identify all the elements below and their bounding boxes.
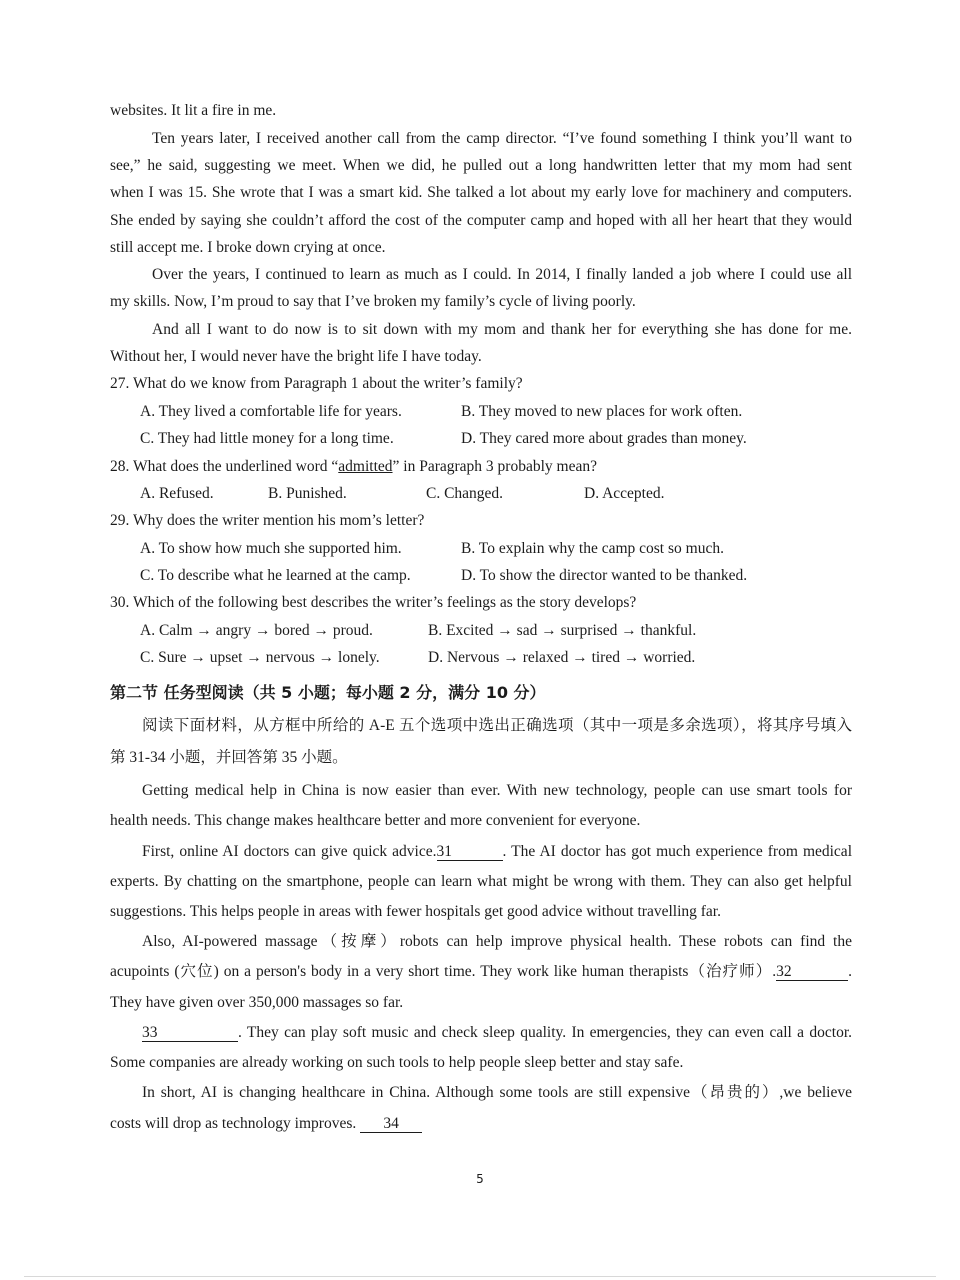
passage-line: She ended by saying she couldn’t afford the cost of the computer camp and hoped with all her heart that they would (110, 212, 852, 229)
reading-line (142, 842, 852, 862)
question-27-option-c: C. They had little money for a long time. (140, 430, 394, 447)
passage-line: see,” he said, suggesting we meet. When we did, he pulled out a long handwritten letter that my mom had sent (110, 157, 852, 174)
answer-blank-34[interactable]: 34 (360, 1115, 422, 1133)
passage-line: And all I want to do now is to sit down with my mom and thank her for everything she has done for me. (152, 321, 852, 338)
instruction-line: 第 31-34 小题，并回答第 35 小题。 (110, 749, 348, 766)
passage-line: Without her, I would never have the bright life I have today. (110, 348, 482, 365)
reading-line: Also, AI-powered massage（按摩）robots can help improve physical health. These robots can find the (142, 933, 852, 950)
question-30-option-c: C. Sure → upset → nervous → lonely. (140, 649, 380, 666)
question-29-stem: 29. Why does the writer mention his mom’s letter? (110, 512, 425, 529)
underlined-word: admitted (338, 458, 393, 475)
reading-text: acupoints (穴位) on a person's body in a very short time. They work like human therapists（治疗师）. (110, 963, 777, 980)
question-28-option-d: D. Accepted. (584, 485, 665, 502)
question-28-option-c: C. Changed. (426, 485, 504, 502)
section-heading: 第二节 任务型阅读（共 5 小题；每小题 2 分，满分 10 分） (110, 683, 546, 702)
answer-blank-32[interactable]: 32 (776, 963, 848, 981)
reading-text: costs will drop as technology improves. (110, 1115, 357, 1132)
page-number: 5 (476, 1172, 484, 1186)
passage-line: my skills. Now, I’m proud to say that I’ve broken my family’s cycle of living poorly. (110, 293, 636, 310)
scan-edge-divider (24, 1276, 936, 1277)
question-28-stem-pre: 28. What does the underlined word “ (110, 458, 339, 475)
reading-line (142, 1023, 852, 1043)
question-27-stem: 27. What do we know from Paragraph 1 about the writer’s family? (110, 375, 523, 392)
reading-line (110, 1114, 852, 1134)
question-29-option-b: B. To explain why the camp cost so much. (461, 540, 724, 557)
question-30-stem: 30. Which of the following best describes the writer’s feelings as the story develops? (110, 594, 637, 611)
passage-line: still accept me. I broke down crying at once. (110, 239, 386, 256)
instruction-line: 阅读下面材料，从方框中所给的 A-E 五个选项中选出正确选项（其中一项是多余选项），将其序号填入 (142, 717, 852, 734)
reading-line: Getting medical help in China is now easier than ever. With new technology, people can use smart tools for (142, 782, 852, 799)
question-29-option-c: C. To describe what he learned at the camp. (140, 567, 411, 584)
question-28-option-b: B. Punished. (268, 485, 347, 502)
reading-line (110, 962, 852, 982)
reading-text: First, online AI doctors can give quick advice. (142, 843, 437, 860)
question-30-option-a: A. Calm → angry → bored → proud. (140, 622, 373, 639)
reading-line: experts. By chatting on the smartphone, people can learn what might be wrong with them. They can also get helpful (110, 873, 852, 890)
question-30-option-d: D. Nervous → relaxed → tired → worried. (428, 649, 696, 666)
reading-text: . (848, 963, 852, 980)
question-27-option-a: A. They lived a comfortable life for years. (140, 403, 402, 420)
reading-line: Some companies are already working on such tools to help people sleep better and stay safe. (110, 1054, 684, 1071)
reading-line: health needs. This change makes healthcare better and more convenient for everyone. (110, 812, 641, 829)
question-28-option-a: A. Refused. (140, 485, 214, 502)
question-29-option-a: A. To show how much she supported him. (140, 540, 402, 557)
question-30-option-b: B. Excited → sad → surprised → thankful. (428, 622, 697, 639)
reading-line: They have given over 350,000 massages so far. (110, 994, 404, 1011)
question-28-stem-post: ” in Paragraph 3 probably mean? (392, 458, 597, 475)
question-27-option-b: B. They moved to new places for work often. (461, 403, 743, 420)
passage-line: Ten years later, I received another call from the camp director. “I’ve found something I think you’ll want to (152, 130, 852, 147)
passage-line: Over the years, I continued to learn as much as I could. In 2014, I finally landed a job where I could use all (152, 266, 852, 283)
passage-line: when I was 15. She wrote that I was a smart kid. She talked a lot about my early love for machinery and computers. (110, 184, 852, 201)
reading-text: . They can play soft music and check sleep quality. In emergencies, they can even call a doctor. (238, 1024, 852, 1041)
answer-blank-31[interactable]: 31 (437, 843, 503, 861)
question-27-option-d: D. They cared more about grades than money. (461, 430, 747, 447)
reading-line: suggestions. This helps people in areas with fewer hospitals get good advice without travelling far. (110, 903, 721, 920)
reading-text: . The AI doctor has got much experience from medical (502, 843, 852, 860)
question-28-stem (110, 457, 597, 477)
answer-blank-33[interactable]: 33 (142, 1024, 238, 1042)
reading-line: In short, AI is changing healthcare in China. Although some tools are still expensive（昂贵的）,we believe (142, 1084, 852, 1101)
passage-line: websites. It lit a fire in me. (110, 102, 277, 119)
question-29-option-d: D. To show the director wanted to be thanked. (461, 567, 748, 584)
